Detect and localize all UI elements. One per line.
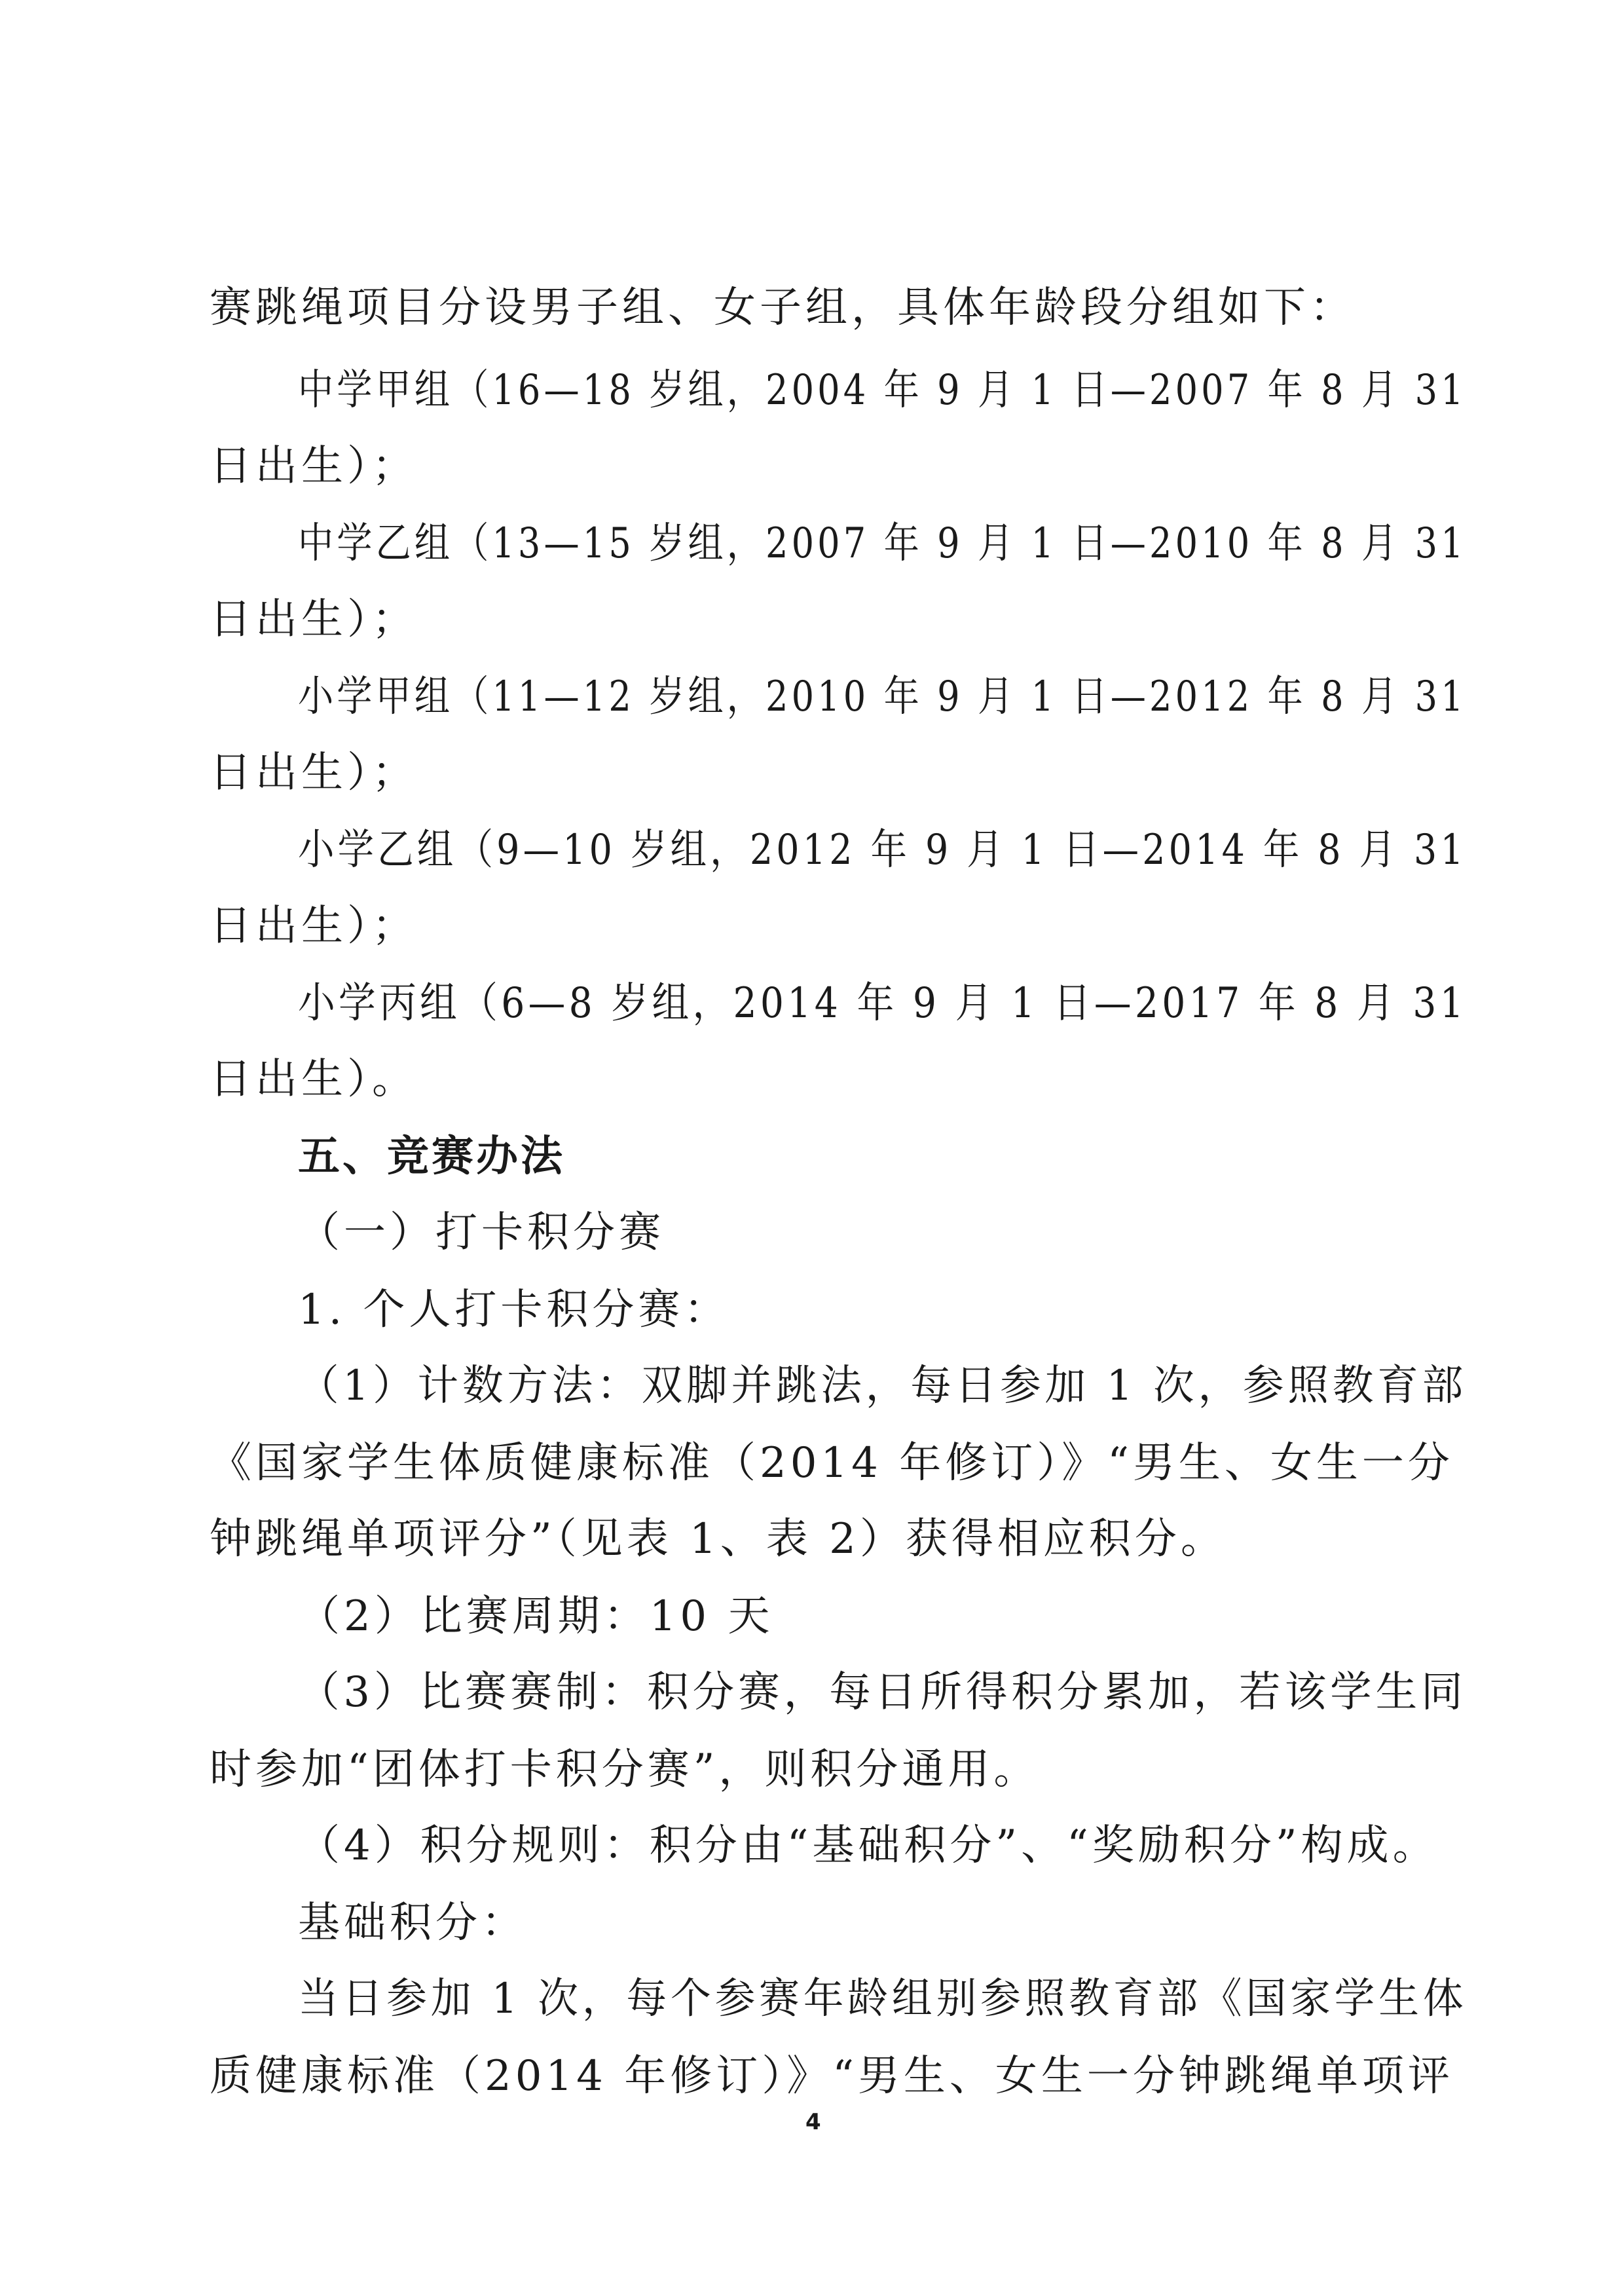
text-line: 日出生）。: [210, 1055, 418, 1104]
text-line: 小学甲组（11—12 岁组，2010 年 9 月 1 日—2012 年 8 月 31: [298, 673, 1467, 721]
text-line: 时参加“团体打卡积分赛”，则积分通用。: [210, 1745, 1040, 1794]
text-line: 日出生）；: [210, 442, 418, 491]
text-line: 赛跳绳项目分设男子组、女子组，具体年龄段分组如下：: [210, 284, 1356, 332]
text-line: 基础积分：: [298, 1899, 527, 1947]
text-line: 钟跳绳单项评分”（见表 1、表 2）获得相应积分。: [210, 1515, 1227, 1563]
text-line: 《国家学生体质健康标准（2014 年修订）》“男生、女生一分: [210, 1439, 1454, 1487]
text-line: 日出生）；: [210, 595, 418, 644]
text-line: 中学甲组（16—18 岁组，2004 年 9 月 1 日—2007 年 8 月 31: [298, 366, 1467, 415]
text-line: 1. 个人打卡积分赛：: [298, 1286, 730, 1334]
text-line: （2）比赛周期：10 天: [298, 1592, 774, 1641]
text-line: 日出生）；: [210, 749, 418, 797]
text-line: 日出生）；: [210, 902, 418, 950]
text-line: 质健康标准（2014 年修订）》“男生、女生一分钟跳绳单项评: [210, 2052, 1454, 2100]
text-line: 中学乙组（13—15 岁组，2007 年 9 月 1 日—2010 年 8 月 31: [298, 519, 1467, 568]
page-number: 4: [805, 2109, 821, 2135]
text-line: （4）积分规则：积分由“基础积分”、“奖励积分”构成。: [298, 1821, 1439, 1870]
subsection-heading: （一）打卡积分赛: [298, 1208, 665, 1257]
text-line: 小学乙组（9—10 岁组，2012 年 9 月 1 日—2014 年 8 月 31: [298, 826, 1467, 874]
text-line: （3）比赛赛制：积分赛，每日所得积分累加，若该学生同: [298, 1668, 1467, 1717]
text-line: （1）计数方法：双脚并跳法，每日参加 1 次，参照教育部: [298, 1362, 1467, 1410]
text-line: 当日参加 1 次，每个参赛年龄组别参照教育部《国家学生体: [298, 1975, 1467, 2023]
section-heading: 五、竞赛办法: [298, 1132, 565, 1181]
text-line: 小学丙组（6—8 岁组，2014 年 9 月 1 日—2017 年 8 月 31: [298, 979, 1467, 1028]
